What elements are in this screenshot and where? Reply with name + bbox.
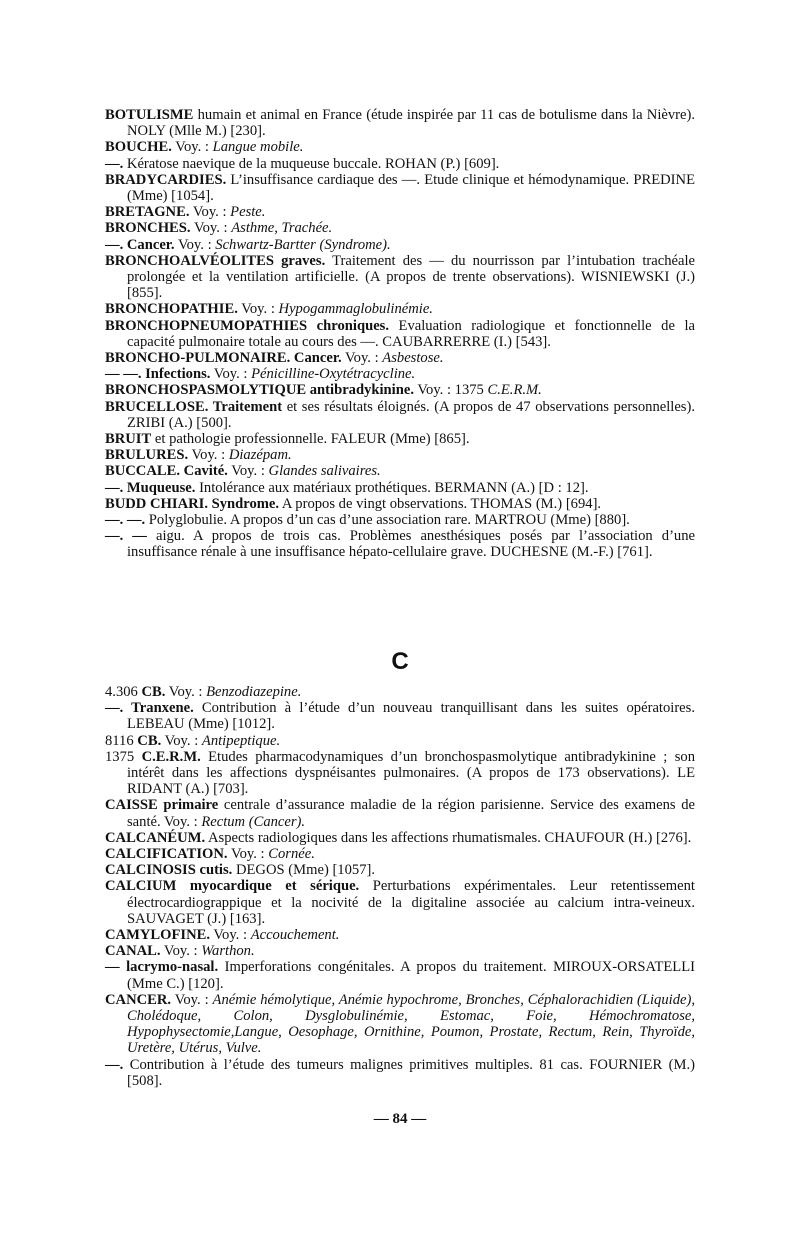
entry-heading: —. Tranxene.: [105, 700, 194, 717]
entry-heading: BRONCHOPNEUMOPATHIES chroniques.: [105, 317, 390, 334]
entry-heading: BRETAGNE.: [105, 204, 190, 221]
entry-text: Voy. :: [210, 927, 251, 944]
page-number: — 84 —: [373, 1111, 427, 1127]
entry-heading: —.: [105, 155, 124, 172]
entry-text: Perturbations expérimentales. Leur retentissement électrocardiograppique et la nocivité de la digitaline associée au calcium intra-veineux. SAUVAGET (J.) [163].: [127, 878, 695, 927]
index-entry: [105, 366, 695, 382]
entry-heading: —. Muqueuse.: [105, 479, 196, 496]
index-entry: [105, 399, 695, 431]
entry-heading: BRONCHOSPASMOLYTIQUE antibradykinine.: [105, 382, 414, 399]
index-entry: [105, 253, 695, 302]
index-entry: [105, 992, 695, 1057]
entry-text: Voy. :: [161, 732, 202, 749]
entry-heading: C.E.R.M.: [141, 748, 201, 765]
entry-heading: BRONCHO-PULMONAIRE. Cancer.: [105, 350, 342, 367]
entry-see-also: Glandes salivaires.: [268, 463, 381, 480]
entry-heading: CAISSE primaire: [105, 797, 219, 814]
entry-heading: BRADYCARDIES.: [105, 171, 227, 188]
index-entry: [105, 172, 695, 204]
entry-text: Voy. :: [190, 220, 232, 237]
index-entry: [105, 463, 695, 479]
entry-text: Voy. :: [341, 350, 383, 367]
entry-see-also: C.E.R.M.: [487, 382, 542, 399]
entry-heading: CAMYLOFINE.: [105, 927, 210, 944]
index-entry: [105, 237, 695, 253]
index-entry: [105, 927, 695, 943]
entry-see-also: Asthme, Trachée.: [231, 220, 333, 237]
entry-text: humain et animal en France (étude inspirée par 11 cas de botulisme dans la Nièvre). NOLY (Mlle M.) [230].: [127, 107, 695, 140]
entry-text: Voy. :: [188, 447, 229, 464]
index-entry: [105, 107, 695, 139]
index-entry: [105, 878, 695, 927]
index-entry: [105, 959, 695, 991]
entry-text: Polyglobulie. A propos d’un cas d’une association rare. MARTROU (Mme) [880].: [145, 512, 630, 529]
index-entry: [105, 480, 695, 496]
index-entry: [105, 431, 695, 447]
entry-text: Imperforations congénitales. A propos du traitement. MIROUX-ORSATELLI (Mme C.) [120].: [127, 959, 695, 992]
entry-heading: CALCANÉUM.: [105, 829, 206, 846]
entry-see-also: Rectum (Cancer).: [201, 813, 306, 830]
entry-text: Kératose naevique de la muqueuse buccale. ROHAN (P.) [609].: [123, 155, 500, 172]
entry-heading: —. —: [105, 528, 147, 545]
entry-text: Voy. :: [160, 943, 202, 960]
entry-heading: BRULURES.: [105, 447, 189, 464]
entry-heading: —. Cancer.: [105, 236, 175, 253]
entry-heading: BRUIT: [105, 431, 152, 448]
entry-see-also: Asbestose.: [382, 350, 444, 367]
entry-text: Intolérance aux matériaux prothétiques. BERMANN (A.) [D : 12].: [195, 479, 589, 496]
entry-text: Voy. :: [165, 684, 207, 700]
entry-text: A propos de vingt observations. THOMAS (M.) [694].: [279, 495, 602, 512]
entry-text: et ses résultats éloignés. (A propos de 47 observations personnelles). ZRIBI (A.) [500].: [127, 398, 695, 431]
entry-text: Contribution à l’étude des tumeurs malignes primitives multiples. 81 cas. FOURNIER (M.) [508].: [123, 1056, 695, 1089]
index-entry: [105, 139, 695, 155]
entry-text: L’insuffisance cardiaque des —. Etude clinique et hémodynamique. PREDINE (Mme) [1054].: [127, 171, 695, 205]
index-entry: [105, 301, 695, 317]
entry-see-also: Schwartz-Bartter (Syndrome).: [215, 236, 391, 253]
entry-text: Voy. :: [171, 991, 213, 1008]
index-entry: [105, 943, 695, 959]
entry-see-also: Antipeptique.: [201, 732, 281, 749]
entry-heading: CANCER.: [105, 991, 172, 1008]
entry-see-also: Pénicilline-Oxytétracycline.: [251, 366, 416, 383]
entry-heading: BUDD CHIARI. Syndrome.: [105, 495, 280, 512]
entry-heading: CB.: [141, 684, 166, 700]
index-entry: [105, 1057, 695, 1089]
index-entry: [105, 512, 695, 528]
index-entry: [105, 382, 695, 398]
entry-text: Voy. :: [174, 236, 216, 253]
entry-text: centrale d’assurance maladie de la région parisienne. Service des examens de santé. Voy. :: [127, 797, 695, 830]
index-entry: [105, 220, 695, 236]
entry-heading: CALCIUM myocardique et sérique.: [105, 878, 360, 895]
entry-see-also: Diazépam.: [228, 447, 292, 464]
entry-heading: CB.: [137, 732, 162, 749]
entry-heading: BOTULISME: [105, 107, 194, 123]
entry-heading: CANAL.: [105, 943, 161, 960]
entry-see-also: Cornée.: [268, 846, 315, 863]
entry-heading: —.: [105, 1056, 124, 1073]
entry-text: Voy. :: [227, 463, 269, 480]
index-entry: [105, 318, 695, 350]
index-entry: [105, 350, 695, 366]
entry-text: Aspects radiologiques dans les affections rhumatismales. CHAUFOUR (H.) [276].: [205, 829, 692, 846]
entry-code: 4.306: [105, 684, 142, 700]
entry-text: aigu. A propos de trois cas. Problèmes anesthésiques posés par l’association d’une insuffisance rénale à une insuffisance hépato-cellulaire grave. DUCHESNE (M.-F.) [761].: [127, 528, 696, 561]
entry-heading: — lacrymo-nasal.: [105, 959, 219, 976]
entry-text: Voy. :: [227, 846, 269, 863]
entry-text: Voy. :: [171, 139, 213, 156]
entry-heading: —. —.: [105, 512, 146, 529]
index-entry: [105, 447, 695, 463]
entry-text: Traitement des — du nourrisson par l’intubation trachéale prolongée et la ventilation artificielle. (A propos de trente observations). WISNIEWSKI (J.) [855].: [127, 252, 695, 302]
entry-text: Voy. :: [210, 366, 252, 383]
section-letter: C: [391, 648, 409, 675]
entry-heading: BRONCHOPATHIE.: [105, 301, 238, 318]
entry-heading: BRUCELLOSE. Traitement: [105, 398, 283, 415]
index-entry: [105, 496, 695, 512]
index-entry: [105, 862, 695, 878]
entry-code: 1375: [105, 748, 142, 765]
entry-see-also: Benzodiazepine.: [206, 684, 302, 700]
index-entry: [105, 797, 695, 829]
entry-heading: BRONCHOALVÉOLITES graves.: [105, 252, 326, 269]
entry-see-also: Warthon.: [201, 943, 255, 960]
entry-see-also: Hypogammaglobulinémie.: [278, 301, 433, 318]
entry-text: Evaluation radiologique et fonctionnelle de la capacité pulmonaire totale au cours des —. CAUBARRERRE (I.) [543].: [127, 317, 695, 350]
entry-text: Voy. :: [189, 204, 231, 221]
entry-see-also: Langue mobile.: [212, 139, 304, 156]
entries-before-section: [105, 107, 695, 561]
entry-heading: BUCCALE. Cavité.: [105, 463, 228, 480]
entry-heading: BOUCHE.: [105, 139, 172, 156]
entry-text: et pathologie professionnelle. FALEUR (Mme) [865].: [151, 431, 470, 448]
entry-text: Voy. :: [237, 301, 279, 318]
entry-code: 8116: [105, 732, 138, 749]
index-entry: [105, 684, 695, 700]
entry-heading: CALCINOSIS cutis.: [105, 862, 233, 879]
entry-see-also: Anémie hémolytique, Anémie hypochrome, Bronches, Céphalorachidien (Liquide), Cholédoque, Colon, Dysglobulinémie, Estomac, Foie, Hémochromatose, Hypophysectomie,Langue, Oesophage, Ornithine, Poumon, Prostate, Rectum, Rein, Thyroïde, Uretère, Utérus, Vulve.: [127, 991, 695, 1057]
index-entry: [105, 156, 695, 172]
index-entry: [105, 846, 695, 862]
entries-c-section: [105, 684, 695, 1089]
entry-text: DEGOS (Mme) [1057].: [232, 862, 376, 879]
entry-see-also: Peste.: [230, 204, 266, 221]
entry-text: Contribution à l’étude d’un nouveau tranquillisant dans les suites opératoires. LEBEAU (Mme) [1012].: [127, 700, 695, 733]
index-entry: [105, 830, 695, 846]
index-entry: [105, 733, 695, 749]
entry-see-also: Accouchement.: [250, 927, 340, 944]
index-entry: [105, 700, 695, 732]
entry-text: Etudes pharmacodynamiques d’un bronchospasmolytique antibradykinine ; son intérêt dans les affections dyspnéisantes pulmonaires. (A propos de 173 observations). LE RIDANT (A.) [703].: [127, 748, 695, 798]
entry-heading: BRONCHES.: [105, 220, 191, 237]
index-entry: [105, 749, 695, 798]
entry-heading: — —. Infections.: [105, 366, 211, 383]
index-entry: [105, 528, 695, 560]
index-entry: [105, 204, 695, 220]
entry-text: Voy. : 1375: [413, 382, 488, 399]
entry-heading: CALCIFICATION.: [105, 846, 228, 863]
